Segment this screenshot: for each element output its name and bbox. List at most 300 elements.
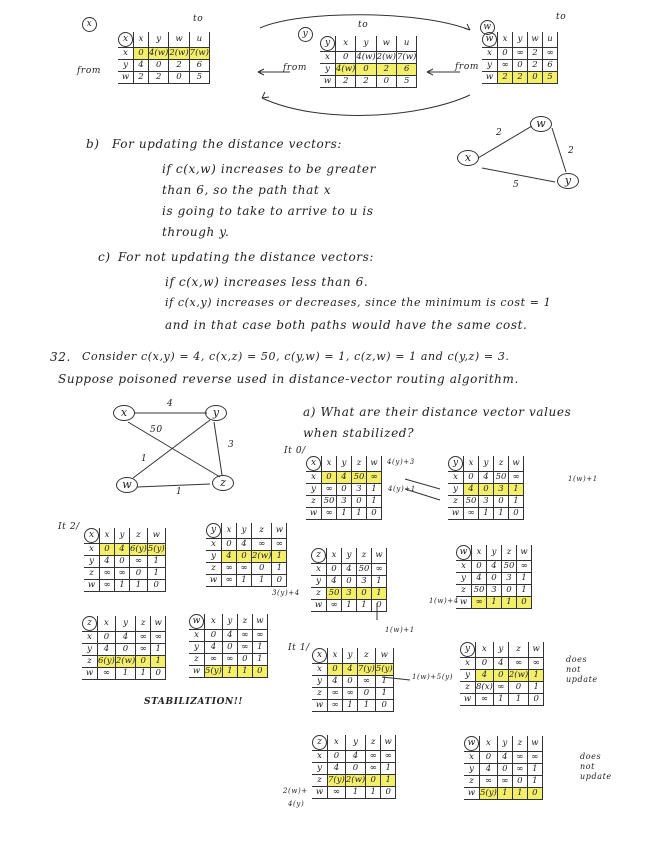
table-cell: ∞: [136, 644, 151, 656]
part-b-line: if c(x,w) increases to be greater: [162, 162, 376, 176]
table-cell: 1: [272, 551, 287, 563]
table-cell: 0: [517, 597, 532, 609]
table-row: [456, 573, 532, 585]
table-cell: 0: [222, 642, 237, 654]
table-row: [189, 642, 267, 654]
row-header: z: [460, 682, 476, 694]
it1-table-w: [464, 736, 543, 800]
column-header: y: [493, 642, 508, 658]
table-row: [311, 576, 387, 588]
table-cell: ∞: [480, 776, 498, 788]
table-cell: ∞: [237, 563, 252, 575]
distance-vector-table: [206, 523, 287, 587]
table-corner: x: [312, 648, 328, 664]
table-corner: w: [189, 614, 205, 630]
table-cell: 5(y): [147, 544, 165, 554]
row-header: w: [456, 597, 472, 609]
column-header: u: [189, 32, 209, 48]
table-row: [312, 688, 393, 700]
part-c-line: For not updating the distance vectors:: [118, 250, 375, 264]
column-header: z: [508, 642, 528, 658]
iteration-label: It 0/: [284, 446, 306, 456]
column-header: w: [527, 736, 542, 752]
row-header: y: [460, 670, 476, 682]
column-header: u: [396, 36, 416, 52]
table-cell: 50: [357, 564, 372, 576]
table-label: y: [298, 27, 313, 42]
row-header: y: [206, 551, 222, 563]
table-cell: 1: [527, 764, 542, 776]
table-row: [82, 644, 166, 656]
iteration-label: It 2/: [58, 522, 80, 532]
table-label: w: [480, 20, 495, 35]
table-row: [460, 670, 544, 682]
row-header: x: [312, 664, 328, 676]
table-cell: 4: [342, 564, 357, 576]
table-cell: 0: [512, 776, 527, 788]
column-header: w: [169, 32, 189, 48]
note: 1(w)+4: [429, 597, 459, 605]
edge-x-w: [478, 126, 532, 158]
row-header: z: [306, 496, 322, 508]
row-header: x: [448, 472, 464, 484]
column-header: z: [366, 735, 381, 751]
table-cell: ∞: [508, 658, 528, 670]
distance-vector-table: [464, 736, 543, 800]
note: 4(y): [288, 800, 305, 808]
row-header: w: [312, 787, 328, 799]
edge-label: 3: [228, 440, 235, 450]
table-row: [206, 551, 287, 563]
edge-label: 1: [176, 487, 183, 497]
table-cell: ∞: [498, 60, 513, 72]
distance-vector-table: [84, 528, 166, 592]
table-cell: 1: [237, 575, 252, 587]
part-b-label: b): [86, 137, 100, 151]
table-cell: 0: [328, 751, 346, 763]
node-z: z: [212, 475, 234, 491]
table-cell: 0: [372, 600, 387, 612]
row-header: w: [82, 668, 98, 680]
table-cell: ∞: [366, 751, 381, 763]
table-cell: 2: [513, 72, 528, 84]
column-header: y: [343, 648, 358, 664]
table-row: [482, 48, 558, 60]
row-header: y: [482, 60, 498, 72]
table-cell: 4(w): [336, 64, 356, 74]
table-cell: 2(w): [252, 551, 272, 561]
table-cell: 3: [342, 588, 357, 600]
table-cell: 4: [327, 576, 342, 588]
row-header: x: [482, 48, 498, 60]
from-label: from: [77, 66, 101, 76]
table-cell: 2: [134, 72, 149, 84]
table-cell: 1: [252, 642, 267, 654]
table-cell: 0: [357, 588, 372, 600]
table-cell: 4: [487, 561, 502, 573]
table-cell: 1: [372, 588, 387, 600]
column-header: x: [336, 36, 356, 52]
table-cell: 0: [237, 654, 252, 666]
part-c-label: c): [98, 250, 111, 264]
table-corner: w: [456, 545, 472, 561]
row-header: x: [464, 752, 480, 764]
table-row: [118, 72, 209, 84]
table-cell: 4: [328, 676, 343, 688]
note: 1(w)+1: [568, 475, 598, 483]
column-header: y: [222, 614, 237, 630]
table-cell: 2(w): [508, 670, 529, 680]
table-cell: 4: [479, 472, 494, 484]
column-header: z: [136, 616, 151, 632]
row-header: z: [464, 776, 480, 788]
column-header: x: [498, 32, 513, 48]
to-label: to: [193, 14, 204, 24]
table-row: [206, 563, 287, 575]
row-header: z: [311, 588, 327, 600]
column-header: y: [337, 456, 352, 472]
table-cell: 2: [528, 48, 543, 60]
table-corner: y: [206, 523, 222, 539]
table-cell: 2(w): [115, 656, 136, 666]
table-cell: ∞: [322, 484, 337, 496]
row-header: y: [456, 573, 472, 585]
row-header: w: [464, 788, 480, 800]
table-cell: 2: [149, 72, 169, 84]
table-cell: 3: [502, 573, 517, 585]
table-cell: 4: [464, 484, 479, 496]
table-cell: 0: [100, 544, 115, 556]
table-row: [312, 700, 393, 712]
table-cell: 1: [512, 788, 527, 800]
node-x: x: [113, 405, 135, 421]
distance-vector-table: [460, 642, 544, 706]
row-header: w: [448, 508, 464, 520]
part-b-line: For updating the distance vectors:: [112, 137, 343, 151]
table-cell: 4: [115, 632, 135, 644]
table-cell: 1: [487, 597, 502, 609]
table-cell: 1: [381, 775, 396, 787]
table-row: [306, 484, 382, 496]
row-header: x: [189, 630, 205, 642]
part-c-line: and in that case both paths would have the same cost.: [165, 318, 528, 332]
column-header: z: [237, 614, 252, 630]
table-row: [82, 668, 166, 680]
row-header: y: [320, 64, 336, 76]
table-cell: 6(y): [130, 544, 147, 554]
table-cell: 4: [115, 544, 130, 556]
table-cell: ∞: [527, 752, 542, 764]
table-cell: 1: [252, 575, 272, 587]
table-cell: 1: [494, 508, 509, 520]
table-cell: 4: [343, 664, 358, 676]
table-cell: ∞: [222, 563, 237, 575]
column-header: w: [509, 456, 524, 472]
table-cell: 1: [352, 508, 367, 520]
table-cell: ∞: [100, 580, 115, 592]
table-cell: 4: [100, 556, 115, 568]
table-cell: 50: [464, 496, 479, 508]
table-cell: 0: [237, 551, 252, 563]
table-cell: 5(y): [205, 666, 222, 676]
column-header: y: [237, 523, 252, 539]
column-header: x: [327, 548, 342, 564]
column-header: w: [376, 36, 396, 52]
table-cell: 0: [367, 508, 382, 520]
column-header: x: [464, 456, 479, 472]
table-cell: ∞: [366, 763, 381, 775]
table-row: [312, 787, 396, 799]
arrow-curve-bottom: [262, 95, 470, 115]
column-header: y: [115, 528, 130, 544]
table-cell: 3: [357, 576, 372, 588]
column-header: y: [342, 548, 357, 564]
edge-label: 4: [167, 399, 174, 409]
edge-label: 50: [150, 425, 163, 435]
table-cell: 1: [527, 776, 542, 788]
table-cell: 1: [366, 787, 381, 799]
table-cell: 1: [151, 644, 166, 656]
table-row: [84, 556, 165, 568]
table-cell: 4: [222, 630, 237, 642]
distance-vector-table: [456, 545, 532, 609]
table-row: [464, 764, 542, 776]
table-cell: 4(w): [356, 52, 376, 62]
table-cell: 3: [479, 496, 494, 508]
table-cell: 0: [375, 700, 393, 712]
it2-table-x: [84, 528, 166, 592]
table-cell: 0: [476, 658, 494, 670]
table-row: [118, 48, 209, 60]
column-header: x: [322, 456, 337, 472]
table-cell: 2: [498, 72, 513, 84]
table-row: [206, 539, 287, 551]
row-header: x: [82, 632, 98, 644]
table-cell: 0: [130, 568, 148, 580]
distance-vector-table: [448, 456, 524, 520]
table-cell: ∞: [472, 597, 487, 609]
note: 1(w)+1: [385, 626, 415, 634]
table-row: [460, 694, 544, 706]
row-header: y: [312, 763, 328, 775]
table-corner: y: [460, 642, 476, 658]
column-header: w: [529, 642, 544, 658]
column-header: z: [494, 456, 509, 472]
node-w: w: [116, 477, 138, 493]
table-cell: 3: [352, 484, 367, 496]
column-header: y: [345, 735, 365, 751]
table-row: [464, 776, 542, 788]
table-cell: 0: [205, 630, 223, 642]
table-row: [312, 676, 393, 688]
table-cell: 0: [509, 508, 524, 520]
column-header: y: [115, 616, 135, 632]
column-header: x: [328, 735, 346, 751]
table-cell: 6: [543, 60, 558, 72]
table-cell: 1: [222, 666, 237, 678]
row-header: w: [320, 76, 336, 88]
table-cell: 50: [502, 561, 517, 573]
row-header: w: [482, 72, 498, 84]
row-header: w: [306, 508, 322, 520]
table-cell: 50: [494, 472, 509, 484]
row-header: w: [311, 600, 327, 612]
table-cell: 0: [327, 564, 342, 576]
table-cell: 1: [479, 508, 494, 520]
table-row: [306, 508, 382, 520]
table-label: x: [82, 17, 97, 32]
table-cell: ∞: [327, 600, 342, 612]
table-corner: y: [448, 456, 464, 472]
it0-table-z: [311, 548, 387, 612]
table-cell: 1: [252, 654, 267, 666]
table-row: [312, 664, 393, 676]
table-row: [312, 763, 396, 775]
table-row: [456, 561, 532, 573]
it1-table-x: [312, 648, 394, 712]
row-header: z: [84, 568, 100, 580]
edge-y-w: [133, 420, 210, 478]
table-cell: 5(y): [375, 664, 393, 674]
table-corner: w: [464, 736, 480, 752]
note: 3(y)+4: [272, 589, 300, 597]
table-cell: ∞: [517, 561, 532, 573]
table-cell: 0: [502, 585, 517, 597]
column-header: w: [367, 456, 382, 472]
distance-vector-table: [312, 648, 394, 712]
row-header: w: [189, 666, 205, 678]
column-header: y: [487, 545, 502, 561]
note: 4(y)+1: [388, 485, 416, 493]
column-header: x: [100, 528, 115, 544]
table-cell: 0: [136, 656, 151, 668]
table-cell: 1: [502, 597, 517, 609]
column-header: w: [252, 614, 267, 630]
row-header: z: [82, 656, 98, 668]
table-cell: 1: [517, 573, 532, 585]
table-cell: 0: [115, 556, 130, 568]
table-row: [448, 484, 524, 496]
table-row: [118, 60, 209, 72]
table-cell: 0: [366, 775, 381, 787]
table-cell: ∞: [381, 751, 396, 763]
table-cell: ∞: [543, 48, 558, 60]
row-header: y: [311, 576, 327, 588]
node-w: w: [530, 116, 552, 132]
table-cell: ∞: [529, 658, 544, 670]
from-label: from: [455, 62, 479, 72]
table-corner: z: [311, 548, 327, 564]
table-cell: 1: [508, 694, 528, 706]
table-cell: 5: [543, 72, 558, 84]
table-cell: 4: [345, 751, 365, 763]
table-corner: x: [118, 32, 134, 48]
row-header: y: [464, 764, 480, 776]
table-row: [320, 64, 417, 76]
column-header: x: [328, 648, 343, 664]
column-header: x: [205, 614, 223, 630]
table-cell: 0: [345, 763, 365, 775]
table-cell: 1: [345, 787, 365, 799]
table-row: [189, 654, 267, 666]
table-cell: 1: [375, 688, 393, 700]
iteration-label: It 1/: [288, 643, 310, 653]
table-cell: ∞: [493, 682, 508, 694]
column-header: y: [513, 32, 528, 48]
table-cell: ∞: [328, 787, 346, 799]
note: 2(w)+: [283, 787, 308, 795]
table-cell: 2: [169, 60, 189, 72]
table-cell: 1: [517, 585, 532, 597]
table-cell: 7(w): [189, 48, 209, 58]
it1-table-y: [460, 642, 544, 706]
edge-w-y: [552, 128, 566, 172]
part-c-line: if c(x,y) increases or decreases, since the minimum is cost = 1: [165, 296, 552, 309]
column-header: u: [543, 32, 558, 48]
table-cell: 2(w): [345, 775, 366, 785]
table-row: [311, 564, 387, 576]
table-corner: w: [482, 32, 498, 48]
table-cell: 0: [508, 682, 528, 694]
row-header: y: [84, 556, 100, 568]
table-cell: ∞: [328, 700, 343, 712]
table-cell: 4: [222, 551, 237, 563]
table-cell: 1: [381, 763, 396, 775]
table-cell: 0: [252, 563, 272, 575]
table-cell: 4: [480, 764, 498, 776]
table-row: [482, 60, 558, 72]
row-header: y: [306, 484, 322, 496]
table-cell: 0: [464, 472, 479, 484]
table-cell: 0: [480, 752, 498, 764]
table-cell: 0: [222, 539, 237, 551]
question-line: Suppose poisoned reverse used in distance-vector routing algorithm.: [58, 372, 519, 386]
part-b-line: through y.: [162, 225, 230, 239]
table-cell: 0: [343, 676, 358, 688]
table-cell: ∞: [343, 688, 358, 700]
table-row: [312, 775, 396, 787]
table-cell: 5: [396, 76, 416, 88]
table-cell: ∞: [98, 668, 116, 680]
note: 4(y)+3: [387, 458, 415, 466]
table-row: [189, 630, 267, 642]
table-row: [456, 597, 532, 609]
table-cell: 4: [134, 60, 149, 72]
table-cell: ∞: [372, 564, 387, 576]
table-corner: y: [320, 36, 336, 52]
column-header: y: [149, 32, 169, 48]
distance-vector-table: [311, 548, 387, 612]
row-header: w: [460, 694, 476, 706]
part-b-line: than 6, so the path that x: [162, 183, 332, 197]
question-number: 32.: [50, 350, 71, 364]
part-c-line: if c(x,w) increases less than 6.: [165, 275, 369, 289]
table-cell: 50: [472, 585, 487, 597]
table-cell: 8(x): [476, 682, 493, 692]
table-cell: ∞: [252, 630, 267, 642]
edge-label: 5: [513, 180, 520, 190]
column-header: w: [517, 545, 532, 561]
table-row: [84, 580, 165, 592]
row-header: w: [84, 580, 100, 592]
table-cell: 6: [396, 64, 416, 76]
table-cell: ∞: [322, 508, 337, 520]
column-header: z: [358, 648, 376, 664]
note: 1(w)+5(y): [412, 673, 454, 681]
row-header: w: [118, 72, 134, 84]
table-cell: 0: [513, 60, 528, 72]
table-cell: ∞: [497, 776, 512, 788]
